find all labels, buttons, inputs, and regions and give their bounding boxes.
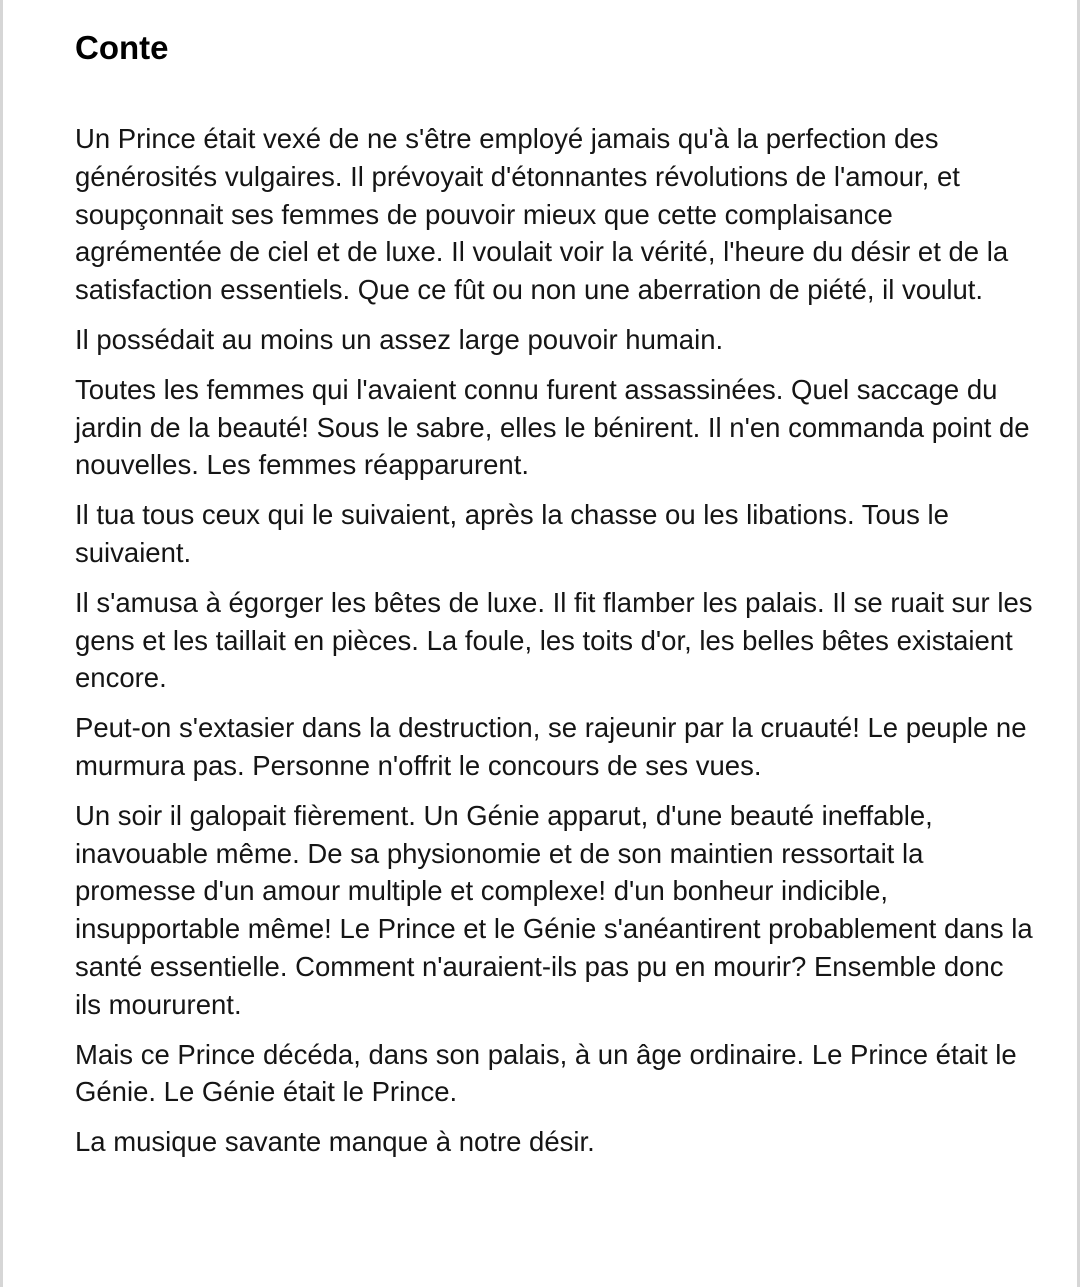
paragraph: La musique savante manque à notre désir. bbox=[75, 1126, 595, 1158]
paragraph: Il s'amusa à égorger les bêtes de luxe. Il fit flamber les palais. Il se ruait sur les gens et les taillait en pièces. La foule, les toits d'or, les belles bêtes existaient encore. bbox=[75, 586, 1033, 694]
paragraph: Il tua tous ceux qui le suivaient, après la chasse ou les libations. Tous le suivaient. bbox=[75, 499, 949, 568]
document-title: Conte bbox=[75, 29, 169, 66]
document-body bbox=[75, 0, 1035, 1173]
paragraph: Toutes les femmes qui l'avaient connu furent assassinées. Quel saccage du jardin de la beauté! Sous le sabre, elles le bénirent. Il n'en commanda point de nouvelles. Les femmes réapparurent. bbox=[75, 373, 1030, 481]
paragraph-list bbox=[75, 120, 1035, 1161]
paragraph: Il possédait au moins un assez large pouvoir humain. bbox=[75, 323, 724, 355]
paragraph: Un soir il galopait fièrement. Un Génie apparut, d'une beauté ineffable, inavouable même. De sa physionomie et de son maintien ressortait la promesse d'un amour multiple et complexe! d'un bonheur indicible, insupportable même! Le Prince et le Génie s'anéantirent probablement dans la santé essentielle. Comment n'auraient-ils pas pu en mourir? Ensemble donc ils moururent. bbox=[75, 799, 1033, 1020]
paragraph: Peut-on s'extasier dans la destruction, se rajeunir par la cruauté! Le peuple ne murmura pas. Personne n'offrit le concours de ses vues. bbox=[75, 712, 1027, 781]
paragraph: Un Prince était vexé de ne s'être employé jamais qu'à la perfection des générosités vulgaires. Il prévoyait d'étonnantes révolutions de l'amour, et soupçonnait ses femmes de pouvoir mieux que cette complaisance agrémentée de ciel et de luxe. Il voulait voir la vérité, l'heure du désir et de la satisfaction essentiels. Que ce fût ou non une aberration de piété, il voulut. bbox=[75, 123, 1009, 306]
paragraph: Mais ce Prince décéda, dans son palais, à un âge ordinaire. Le Prince était le Génie. Le Génie était le Prince. bbox=[75, 1038, 1017, 1108]
